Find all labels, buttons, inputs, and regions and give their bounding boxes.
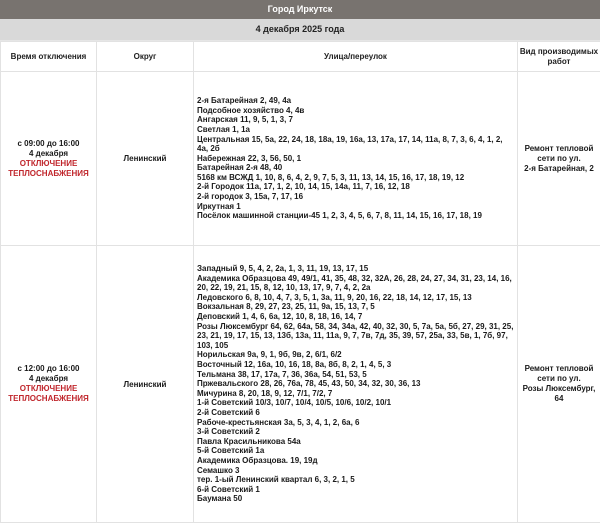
street-entry: 6-й Советский 1 (197, 485, 515, 495)
column-header-streets: Улица/переулок (194, 42, 518, 72)
street-entry: 2-й городок 3, 15а, 7, 17, 16 (197, 192, 515, 202)
street-entry: Баумана 50 (197, 494, 515, 504)
column-header-time: Время отключения (1, 42, 97, 72)
street-entry: 5168 км ВСЖД 1, 10, 8, 6, 4, 2, 9, 7, 5, 3, 11, 13, 14, 15, 16, 17, 18, 19, 12 (197, 173, 515, 183)
street-entry: 2-я Батарейная 2, 49, 4а (197, 96, 515, 106)
work-type-line: Розы Люксембург, (520, 384, 598, 394)
street-entry: Подсобное хозяйство 4, 4в (197, 106, 515, 116)
outage-type: ОТКЛЮЧЕНИЕ (1, 159, 96, 169)
work-type-cell (518, 72, 600, 246)
street-entry: 1-й Советский 10/3, 10/7, 10/4, 10/5, 10/6, 10/2, 10/1 (197, 398, 515, 408)
city-title: Город Иркутск (0, 0, 600, 19)
outage-type: ОТКЛЮЧЕНИЕ (1, 384, 96, 394)
street-entry: Мичурина 8, 20, 18, 9, 12, 7/1, 7/2, 7 (197, 389, 515, 399)
street-entry: Розы Люксембург 64, 62, 64а, 58, 34, 34а, 42, 40, 32, 30, 5, 7а, 5а, 5б, 27, 29, 31, 25, 23, 21, 19, 17, 15, 13, 13б, 13а, 11, 11а, 9, 7, 7в, 7д, 35, 39, 57, 25а, 33, 5в, 1, 7б, 97, 103, 105 (197, 322, 515, 351)
street-entry: Вокзальная 8, 29, 27, 23, 25, 11, 9а, 15, 13, 7, 5 (197, 302, 515, 312)
street-entry: 5-й Советский 1а (197, 446, 515, 456)
street-entry: Посёлок машинной станции-45 1, 2, 3, 4, 5, 6, 7, 8, 11, 14, 15, 16, 17, 18, 19 (197, 211, 515, 221)
street-entry: Академика Образцова 49, 49/1, 41, 35, 48, 32, 32А, 26, 28, 24, 27, 34, 31, 23, 14, 16, 20, 22, 19, 21, 15, 8, 12, 10, 13, 17, 9, 7, 4, 2, 2а (197, 274, 515, 293)
street-entry: Светлая 1, 1а (197, 125, 515, 135)
street-entry: Иркутная 1 (197, 202, 515, 212)
street-entry: Восточный 12, 16а, 10, 16, 18, 8а, 8б, 8, 2, 1, 4, 5, 3 (197, 360, 515, 370)
street-entry: Западный 9, 5, 4, 2, 2а, 1, 3, 11, 19, 13, 17, 15 (197, 264, 515, 274)
street-entry: Батарейная 2-я 48, 40 (197, 163, 515, 173)
work-type-line: Ремонт тепловой (520, 364, 598, 374)
outage-day: 4 декабря (1, 149, 96, 159)
street-entry: 2-й Городок 11а, 17, 1, 2, 10, 14, 15, 14а, 11, 7, 16, 12, 18 (197, 182, 515, 192)
street-entry: 2-й Советский 6 (197, 408, 515, 418)
street-entry: Павла Красильникова 54а (197, 437, 515, 447)
work-type-line: Ремонт тепловой (520, 144, 598, 154)
district-cell: Ленинский (97, 246, 194, 523)
work-type-line: сети по ул. (520, 154, 598, 164)
table-row (1, 72, 600, 246)
outage-type-cont: ТЕПЛОСНАБЖЕНИЯ (1, 394, 96, 404)
work-type-line: 64 (520, 394, 598, 404)
street-entry: Семашко 3 (197, 466, 515, 476)
table-header-row (1, 42, 600, 72)
outage-type-cont: ТЕПЛОСНАБЖЕНИЯ (1, 169, 96, 179)
street-entry: Пржевальского 28, 26, 76а, 78, 45, 43, 50, 34, 32, 30, 36, 13 (197, 379, 515, 389)
time-range: с 09:00 до 16:00 (1, 139, 96, 149)
column-header-work: Вид производимых работ (518, 42, 600, 72)
streets-cell (194, 72, 518, 246)
street-entry: тер. 1-ый Ленинский квартал 6, 3, 2, 1, 5 (197, 475, 515, 485)
street-entry: Рабоче-крестьянская 3а, 5, 3, 4, 1, 2, 6а, 6 (197, 418, 515, 428)
street-entry: Центральная 15, 5а, 22, 24, 18, 18а, 19, 16а, 13, 17а, 17, 14, 11а, 8, 7, 3, 6, 4, 1, 2, 4а, 2б (197, 135, 515, 154)
street-entry: Набережная 22, 3, 56, 50, 1 (197, 154, 515, 164)
column-header-district: Округ (97, 42, 194, 72)
outage-day: 4 декабря (1, 374, 96, 384)
street-entry: Деповский 1, 4, 6, 6а, 12, 10, 8, 18, 16, 14, 7 (197, 312, 515, 322)
streets-cell (194, 246, 518, 523)
street-entry: Тельмана 38, 17, 17а, 7, 36, 36а, 54, 51, 53, 5 (197, 370, 515, 380)
work-type-line: 2-я Батарейная, 2 (520, 164, 598, 174)
district-cell: Ленинский (97, 72, 194, 246)
work-type-line: сети по ул. (520, 374, 598, 384)
table-row (1, 246, 600, 523)
time-range: с 12:00 до 16:00 (1, 364, 96, 374)
street-entry: 3-й Советский 2 (197, 427, 515, 437)
street-entry: Норильская 9а, 9, 1, 9б, 9в, 2, 6/1, 6/2 (197, 350, 515, 360)
street-entry: Ангарская 11, 9, 5, 1, 3, 7 (197, 115, 515, 125)
outage-time-cell (1, 246, 97, 523)
outage-table (0, 41, 600, 523)
street-entry: Ледовского 6, 8, 10, 4, 7, 3, 5, 1, 3а, 11, 9, 20, 16, 22, 18, 14, 12, 17, 15, 13 (197, 293, 515, 303)
work-type-cell (518, 246, 600, 523)
outage-time-cell (1, 72, 97, 246)
street-entry: Академика Образцова. 19, 19д (197, 456, 515, 466)
schedule-date: 4 декабря 2025 года (0, 19, 600, 41)
